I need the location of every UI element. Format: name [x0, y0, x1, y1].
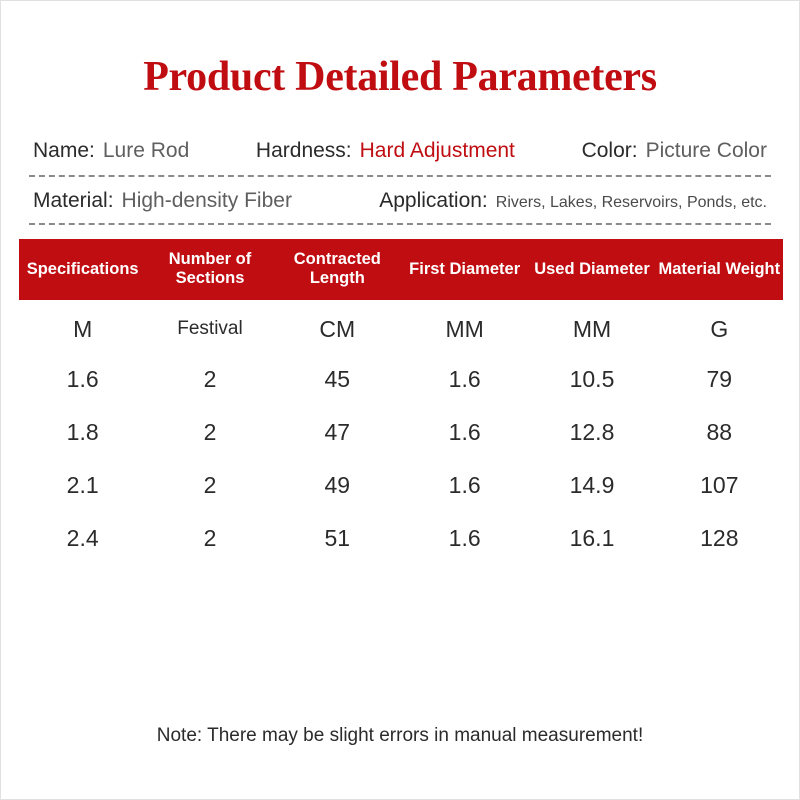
cell-contracted-length: 45 [324, 365, 351, 392]
cell-used-diameter: 10.5 [569, 365, 615, 392]
info-row-1 [29, 139, 771, 175]
table-row [19, 512, 783, 565]
info-block [29, 139, 771, 225]
unit-used-diameter: MM [572, 315, 612, 342]
table-row [19, 459, 783, 512]
specifications-table [19, 239, 783, 565]
table-row [19, 353, 783, 406]
field-application-value: Rivers, Lakes, Reservoirs, Ponds, etc. [495, 194, 767, 211]
field-application-label: Application: [379, 189, 488, 212]
cell-material-weight: 128 [700, 524, 739, 551]
field-material-label: Material: [33, 189, 114, 212]
cell-number-of-sections: 2 [203, 471, 217, 498]
cell-material-weight: 107 [700, 471, 739, 498]
cell-first-diameter: 1.6 [448, 524, 481, 551]
info-row-2 [29, 189, 771, 223]
table-units-row [19, 300, 783, 353]
cell-number-of-sections: 2 [203, 524, 217, 551]
cell-first-diameter: 1.6 [448, 471, 481, 498]
field-hardness [256, 139, 515, 163]
divider-dashed-2 [29, 223, 771, 225]
table-header-contracted-length: Contracted Length [274, 239, 401, 300]
unit-material-weight: G [710, 315, 729, 342]
field-hardness-label: Hardness: [255, 139, 352, 162]
cell-specifications: 2.4 [66, 524, 99, 551]
table-header-specifications: Specifications [19, 239, 146, 300]
cell-used-diameter: 14.9 [569, 471, 615, 498]
unit-number-of-sections: Festival [177, 318, 243, 340]
cell-contracted-length: 51 [324, 524, 351, 551]
table-header-material-weight: Material Weight [656, 239, 783, 300]
field-material [33, 189, 292, 213]
table-header-first-diameter: First Diameter [401, 239, 528, 300]
field-name-value: Lure Rod [102, 139, 190, 162]
page-title: Product Detailed Parameters [143, 54, 657, 100]
cell-number-of-sections: 2 [203, 418, 217, 445]
cell-material-weight: 79 [706, 365, 733, 392]
field-color-label: Color: [581, 139, 638, 162]
field-name-label: Name: [33, 139, 95, 162]
field-color [582, 139, 767, 163]
field-material-value: High-density Fiber [121, 189, 292, 212]
cell-used-diameter: 12.8 [569, 418, 615, 445]
cell-first-diameter: 1.6 [448, 418, 481, 445]
cell-used-diameter: 16.1 [569, 524, 615, 551]
cell-specifications: 1.6 [66, 365, 99, 392]
field-hardness-value: Hard Adjustment [359, 139, 515, 162]
cell-contracted-length: 47 [324, 418, 351, 445]
cell-contracted-length: 49 [324, 471, 351, 498]
field-application [379, 189, 767, 213]
divider-dashed-1 [29, 175, 771, 177]
field-color-value: Picture Color [645, 139, 767, 162]
cell-material-weight: 88 [706, 418, 733, 445]
table-header-number-of-sections: Number of Sections [146, 239, 273, 300]
table-header-row [19, 239, 783, 300]
table-row [19, 406, 783, 459]
cell-specifications: 1.8 [66, 418, 99, 445]
table-header-used-diameter: Used Diameter [528, 239, 655, 300]
cell-first-diameter: 1.6 [448, 365, 481, 392]
cell-specifications: 2.1 [66, 471, 99, 498]
unit-first-diameter: MM [445, 315, 484, 342]
cell-number-of-sections: 2 [203, 365, 217, 392]
measurement-note: Note: There may be slight errors in manual measurement! [156, 725, 644, 746]
field-name [33, 139, 189, 163]
unit-contracted-length: CM [319, 315, 356, 342]
unit-specifications: M [73, 315, 93, 342]
